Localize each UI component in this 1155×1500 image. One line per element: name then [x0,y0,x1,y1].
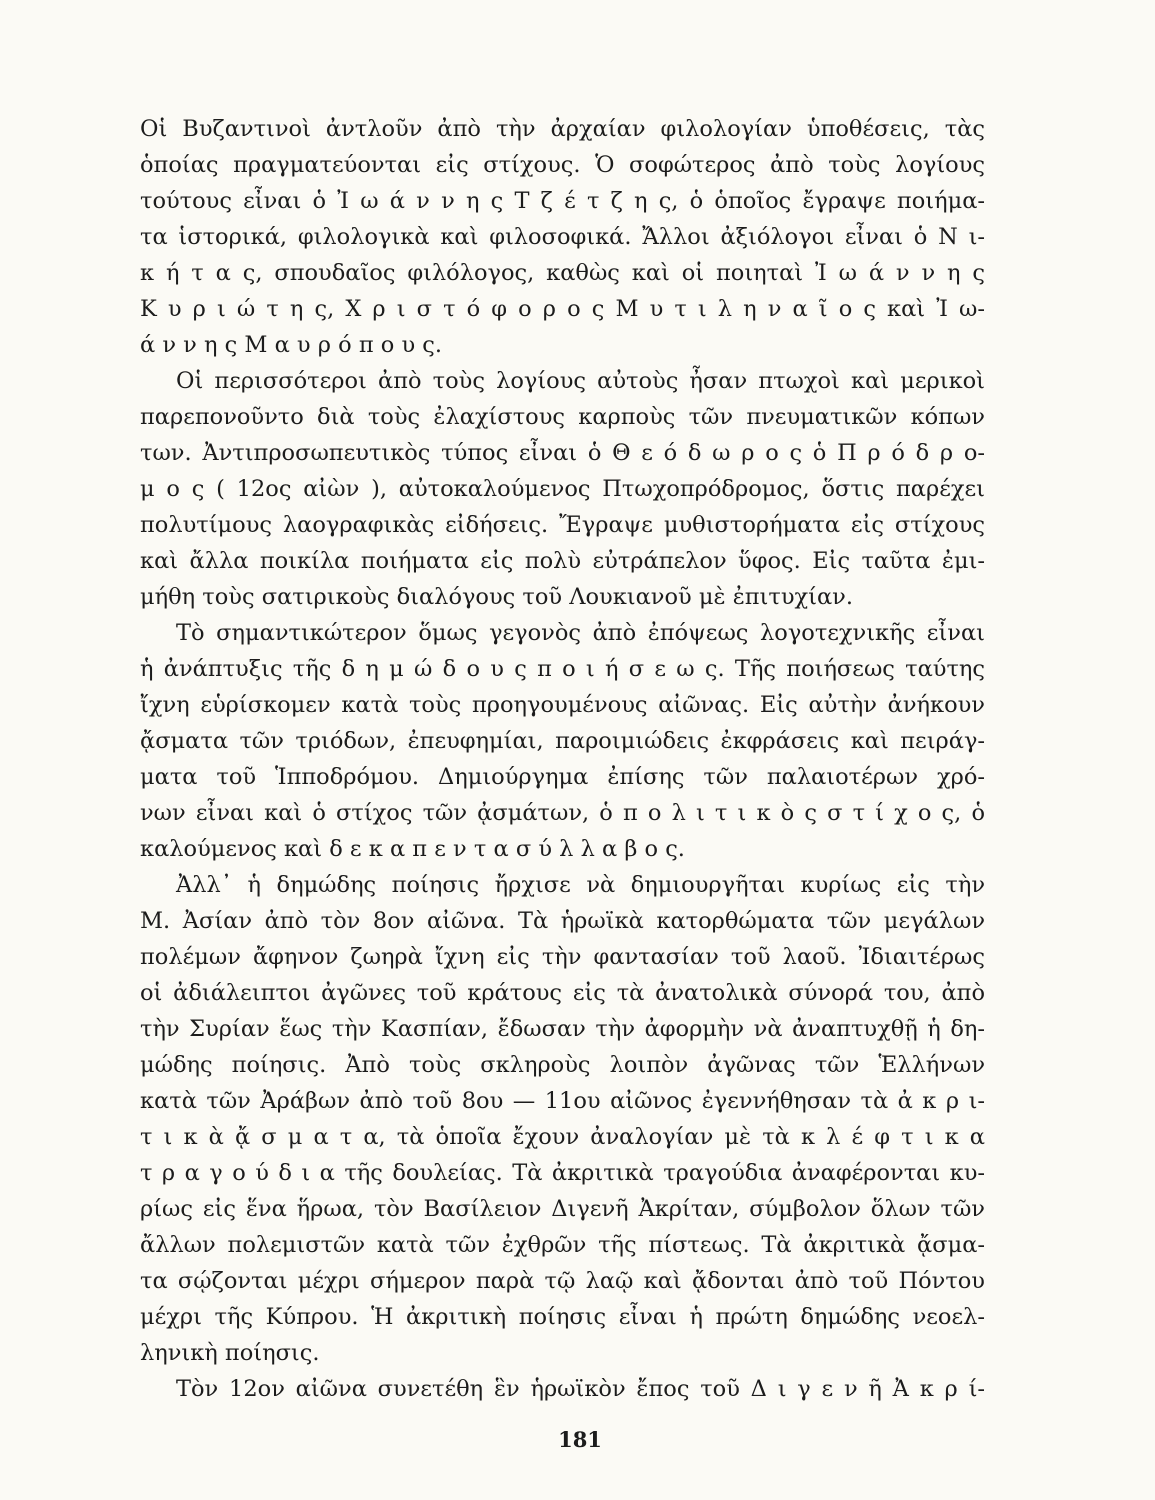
text-line: Ἀλλ᾽ ἡ δημώδης ποίησις ἤρχισε νὰ δημιουργῆται κυρίως εἰς τὴν [176,872,985,898]
text-line: καλούμενος καὶ δ ε κ α π ε ν τ α σ ύ λ λ α β ο ς. [140,836,685,862]
text-line: πολέμων ἄφηνον ζωηρὰ ἴχνη εἰς τὴν φαντασίαν τοῦ λαοῦ. Ἰδιαιτέρως [140,944,985,970]
text-line: τούτους εἶναι ὁ Ἰ ω ά ν ν η ς Τ ζ έ τ ζ η ς, ὁ ὁποῖος ἔγραψε ποιήμα- [140,188,985,214]
text-line: ᾄσματα τῶν τριόδων, ἐπευφημίαι, παροιμιώδεις ἐκφράσεις καὶ πειράγ- [140,728,985,754]
text-line: Μ. Ἀσίαν ἀπὸ τὸν 8ον αἰῶνα. Τὰ ἡρωϊκὰ κατορθώματα τῶν μεγάλων [140,908,985,934]
text-line: Τὸ σημαντικώτερον ὅμως γεγονὸς ἀπὸ ἐπόψεως λογοτεχνικῆς εἶναι [176,620,985,646]
text-line: ρίως εἰς ἕνα ἥρωα, τὸν Βασίλειον Διγενῆ Ἀκρίταν, σύμβολον ὅλων τῶν [140,1196,985,1222]
text-line: μ ο ς ( 12ος αἰὼν ), αὐτοκαλούμενος Πτωχοπρόδρομος, ὅστις παρέχει [140,476,985,502]
text-line: καὶ ἄλλα ποικίλα ποιήματα εἰς πολὺ εὐτράπελον ὕφος. Εἰς ταῦτα ἐμι- [140,548,985,574]
text-line: μώδης ποίησις. Ἀπὸ τοὺς σκληροὺς λοιπὸν ἀγῶνας τῶν Ἑλλήνων [140,1052,985,1078]
text-line: νων εἶναι καὶ ὁ στίχος τῶν ᾀσμάτων, ὁ π ο λ ι τ ι κ ὸ ς σ τ ί χ ο ς, ὁ [140,800,985,826]
text-line: κ ή τ α ς, σπουδαῖος φιλόλογος, καθὼς καὶ οἱ ποιηταὶ Ἰ ω ά ν ν η ς [140,260,985,286]
text-line: τα σῴζονται μέχρι σήμερον παρὰ τῷ λαῷ καὶ ᾄδονται ἀπὸ τοῦ Πόντου [140,1268,985,1294]
text-line: ἴχνη εὑρίσκομεν κατὰ τοὺς προηγουμένους αἰῶνας. Εἰς αὐτὴν ἀνήκουν [140,692,985,718]
text-line: τ ρ α γ ο ύ δ ι α τῆς δουλείας. Τὰ ἀκριτικὰ τραγούδια ἀναφέρονται κυ- [140,1160,985,1186]
text-line: μήθη τοὺς σατιρικοὺς διαλόγους τοῦ Λουκιανοῦ μὲ ἐπιτυχίαν. [140,584,853,610]
text-line: παρεπονοῦντο διὰ τοὺς ἐλαχίστους καρποὺς τῶν πνευματικῶν κόπων [140,404,985,430]
page-number: 181 [558,1427,602,1452]
text-line: τ ι κ ὰ ᾄ σ μ α τ α, τὰ ὁποῖα ἔχουν ἀναλογίαν μὲ τὰ κ λ έ φ τ ι κ α [140,1124,985,1150]
text-line: ὁποίας πραγματεύονται εἰς στίχους. Ὁ σοφώτερος ἀπὸ τοὺς λογίους [140,152,985,178]
text-line: ἄλλων πολεμιστῶν κατὰ τῶν ἐχθρῶν τῆς πίστεως. Τὰ ἀκριτικὰ ᾄσμα- [140,1232,985,1258]
text-line: οἱ ἀδιάλειπτοι ἀγῶνες τοῦ κράτους εἰς τὰ ἀνατολικὰ σύνορά του, ἀπὸ [140,980,985,1006]
text-line: Κ υ ρ ι ώ τ η ς, Χ ρ ι σ τ ό φ ο ρ ο ς Μ υ τ ι λ η ν α ῖ ο ς καὶ Ἰ ω- [140,296,985,322]
text-line: των. Ἀντιπροσωπευτικὸς τύπος εἶναι ὁ Θ ε ό δ ω ρ ο ς ὁ Π ρ ό δ ρ ο- [140,440,985,466]
text-line: μέχρι τῆς Κύπρου. Ἡ ἀκριτικὴ ποίησις εἶναι ἡ πρώτη δημώδης νεοελ- [140,1304,985,1330]
text-line: ματα τοῦ Ἱπποδρόμου. Δημιούργημα ἐπίσης τῶν παλαιοτέρων χρό- [140,764,985,790]
text-line: ἡ ἀνάπτυξις τῆς δ η μ ώ δ ο υ ς π ο ι ή σ ε ω ς. Τῆς ποιήσεως ταύτης [140,656,985,682]
text-line: Οἱ Βυζαντινοὶ ἀντλοῦν ἀπὸ τὴν ἀρχαίαν φιλολογίαν ὑποθέσεις, τὰς [140,116,985,142]
text-line: τὴν Συρίαν ἕως τὴν Κασπίαν, ἔδωσαν τὴν ἀφορμὴν νὰ ἀναπτυχθῇ ἡ δη- [140,1016,985,1042]
text-line: ά ν ν η ς Μ α υ ρ ό π ο υ ς. [140,332,443,358]
text-line: Οἱ περισσότεροι ἀπὸ τοὺς λογίους αὐτοὺς ἦσαν πτωχοὶ καὶ μερικοὶ [176,368,985,394]
text-line: ληνικὴ ποίησις. [140,1340,320,1366]
text-line: πολυτίμους λαογραφικὰς εἰδήσεις. Ἔγραψε μυθιστορήματα εἰς στίχους [140,512,985,538]
text-line: κατὰ τῶν Ἀράβων ἀπὸ τοῦ 8ου — 11ου αἰῶνος ἐγεννήθησαν τὰ ἀ κ ρ ι- [140,1088,985,1114]
text-line: Τὸν 12ον αἰῶνα συνετέθη ἓν ἡρωϊκὸν ἔπος τοῦ Δ ι γ ε ν ῆ Ἀ κ ρ ί- [176,1376,985,1402]
text-line: τα ἱστορικά, φιλολογικὰ καὶ φιλοσοφικά. Ἄλλοι ἀξιόλογοι εἶναι ὁ Ν ι- [140,224,985,250]
